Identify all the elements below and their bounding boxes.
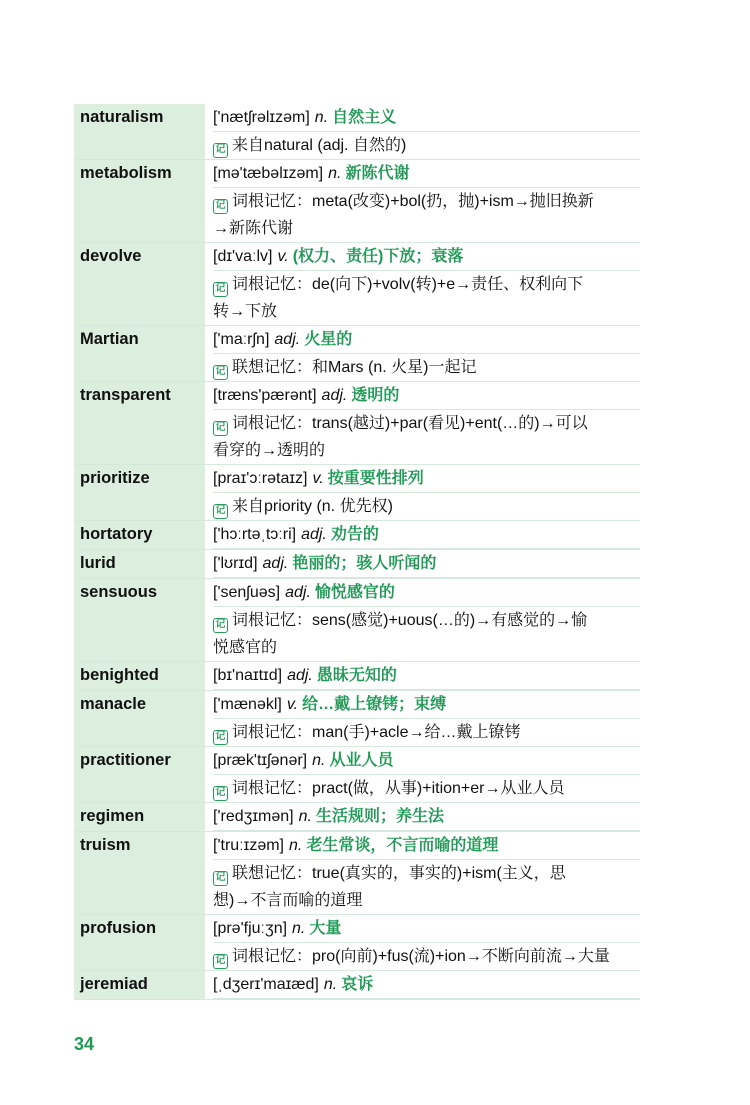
definition: 火星的 bbox=[304, 331, 353, 348]
entry-content bbox=[205, 465, 640, 520]
phonetic: ['senʃuəs] bbox=[213, 584, 281, 601]
entry-content bbox=[205, 662, 640, 690]
memory-note bbox=[213, 132, 640, 159]
phonetic: [ˌdʒerɪ'maɪæd] bbox=[213, 976, 319, 993]
definition: 新陈代谢 bbox=[345, 165, 410, 182]
entry-head bbox=[213, 579, 640, 607]
memo-icon: 记 bbox=[213, 143, 228, 158]
entry-head bbox=[213, 521, 640, 549]
memory-note bbox=[213, 410, 640, 464]
definition: 按重要性排列 bbox=[327, 470, 424, 487]
phonetic: ['hɔːrtəˌtɔːri] bbox=[213, 526, 297, 543]
entry-head bbox=[213, 691, 640, 719]
entry-benighted bbox=[74, 662, 640, 691]
entry-content bbox=[205, 747, 640, 802]
part-of-speech: adj. bbox=[321, 387, 348, 404]
entry-jeremiad bbox=[74, 971, 640, 1000]
headword-cell bbox=[74, 382, 205, 464]
entry-content bbox=[205, 104, 640, 159]
memory-note-line bbox=[213, 860, 640, 887]
definition: 愚昧无知的 bbox=[316, 667, 397, 684]
headword-cell bbox=[74, 160, 205, 242]
memory-note-line bbox=[213, 437, 640, 464]
page-number: 34 bbox=[74, 1034, 95, 1054]
memory-note-text: 词根记忆：man(手)+acle→给…戴上镣铐 bbox=[232, 724, 521, 741]
part-of-speech: n. bbox=[323, 976, 338, 993]
entry-content bbox=[205, 382, 640, 464]
phonetic: [træns'pærənt] bbox=[213, 387, 317, 404]
headword-cell bbox=[74, 691, 205, 746]
entry-sensuous bbox=[74, 579, 640, 662]
memo-icon: 记 bbox=[213, 954, 228, 969]
memory-note-line bbox=[213, 607, 640, 634]
definition: 愉悦感官的 bbox=[314, 584, 395, 601]
entry-content bbox=[205, 832, 640, 914]
definition: 生活规则；养生法 bbox=[315, 808, 444, 825]
headword: profusion bbox=[80, 919, 157, 937]
part-of-speech: adj. bbox=[287, 667, 313, 684]
entry-head bbox=[213, 662, 640, 690]
definition: 大量 bbox=[309, 920, 342, 937]
definition: 老生常谈，不言而喻的道理 bbox=[306, 837, 499, 854]
headword-cell bbox=[74, 521, 205, 549]
memory-note-text: 想)→不言而喻的道理 bbox=[213, 892, 363, 909]
headword: prioritize bbox=[80, 469, 150, 487]
memo-icon: 记 bbox=[213, 786, 228, 801]
headword-cell bbox=[74, 832, 205, 914]
headword-cell bbox=[74, 243, 205, 325]
memory-note bbox=[213, 943, 640, 970]
definition: (权力、责任)下放；衰落 bbox=[292, 248, 464, 265]
memory-note-text: 来自natural (adj. 自然的) bbox=[232, 137, 407, 154]
memory-note-line bbox=[213, 354, 640, 381]
memory-note-line bbox=[213, 943, 640, 970]
memo-icon: 记 bbox=[213, 730, 228, 745]
memory-note bbox=[213, 271, 640, 325]
memory-note-text: 看穿的→透明的 bbox=[213, 442, 326, 459]
headword: jeremiad bbox=[80, 975, 148, 993]
entry-transparent bbox=[74, 382, 640, 465]
memo-icon: 记 bbox=[213, 421, 228, 436]
entry-head bbox=[213, 550, 640, 578]
entry-content bbox=[205, 521, 640, 549]
entry-content bbox=[205, 971, 640, 999]
phonetic: [bɪ'naɪtɪd] bbox=[213, 667, 283, 684]
phonetic: ['maːrʃn] bbox=[213, 331, 270, 348]
headword-cell bbox=[74, 465, 205, 520]
memory-note bbox=[213, 607, 640, 661]
memory-note-line bbox=[213, 410, 640, 437]
memo-icon: 记 bbox=[213, 871, 228, 886]
memory-note-text: 词根记忆：sens(感觉)+uous(…的)→有感觉的→愉 bbox=[232, 612, 588, 629]
entry-naturalism bbox=[74, 104, 640, 160]
memo-icon: 记 bbox=[213, 282, 228, 297]
entry-content bbox=[205, 160, 640, 242]
definition: 劝告的 bbox=[330, 526, 379, 543]
headword: benighted bbox=[80, 666, 159, 684]
entry-head bbox=[213, 747, 640, 775]
headword: regimen bbox=[80, 807, 145, 825]
headword-cell bbox=[74, 803, 205, 831]
part-of-speech: adj. bbox=[301, 526, 327, 543]
headword: hortatory bbox=[80, 525, 153, 543]
phonetic: ['redʒɪmən] bbox=[213, 808, 294, 825]
headword: Martian bbox=[80, 330, 139, 348]
memory-note-text: 词根记忆：pract(做，从事)+ition+er→从业人员 bbox=[232, 780, 565, 797]
entry-head bbox=[213, 382, 640, 410]
memo-icon: 记 bbox=[213, 618, 228, 633]
part-of-speech: n. bbox=[292, 920, 306, 937]
headword-cell bbox=[74, 747, 205, 802]
part-of-speech: v. bbox=[277, 248, 289, 265]
entry-hortatory bbox=[74, 521, 640, 550]
headword: metabolism bbox=[80, 164, 172, 182]
headword: manacle bbox=[80, 695, 147, 713]
memory-note-text: 词根记忆：trans(越过)+par(看见)+ent(…的)→可以 bbox=[232, 415, 588, 432]
entry-content bbox=[205, 326, 640, 381]
memory-note-line bbox=[213, 719, 640, 746]
headword-cell bbox=[74, 104, 205, 159]
entry-content bbox=[205, 803, 640, 831]
memory-note bbox=[213, 719, 640, 746]
memory-note-text: 来自priority (n. 优先权) bbox=[232, 498, 393, 515]
entry-profusion bbox=[74, 915, 640, 971]
phonetic: ['nætʃrəlɪzəm] bbox=[213, 109, 310, 126]
phonetic: ['truːɪzəm] bbox=[213, 837, 284, 854]
headword-cell bbox=[74, 326, 205, 381]
memo-icon: 记 bbox=[213, 504, 228, 519]
memory-note-text: 悦感官的 bbox=[213, 639, 278, 656]
definition: 自然主义 bbox=[332, 109, 397, 126]
memory-note bbox=[213, 860, 640, 914]
entry-content bbox=[205, 915, 640, 970]
memory-note-text: 词根记忆：pro(向前)+fus(流)+ion→不断向前流→大量 bbox=[232, 948, 610, 965]
phonetic: [mə'tæbəlɪzəm] bbox=[213, 165, 324, 182]
memory-note-text: →新陈代谢 bbox=[213, 220, 294, 237]
entry-metabolism bbox=[74, 160, 640, 243]
memory-note-text: 转→下放 bbox=[213, 303, 278, 320]
entry-head bbox=[213, 832, 640, 860]
definition: 哀诉 bbox=[341, 976, 374, 993]
entry-prioritize bbox=[74, 465, 640, 521]
part-of-speech: v. bbox=[312, 470, 324, 487]
headword: truism bbox=[80, 836, 131, 854]
headword-cell bbox=[74, 550, 205, 578]
entry-devolve bbox=[74, 243, 640, 326]
entry-head bbox=[213, 243, 640, 271]
headword-cell bbox=[74, 915, 205, 970]
phonetic: ['lʊrɪd] bbox=[213, 555, 258, 572]
memory-note-text: 联想记忆：true(真实的，事实的)+ism(主义，思 bbox=[232, 865, 566, 882]
memory-note-text: 词根记忆：de(向下)+volv(转)+e→责任、权利向下 bbox=[232, 276, 584, 293]
headword: transparent bbox=[80, 386, 171, 404]
entry-martian bbox=[74, 326, 640, 382]
entry-head bbox=[213, 160, 640, 188]
entry-head bbox=[213, 465, 640, 493]
memory-note-line bbox=[213, 132, 640, 159]
part-of-speech: n. bbox=[314, 109, 329, 126]
memory-note bbox=[213, 775, 640, 802]
memory-note-line bbox=[213, 215, 640, 242]
entry-head bbox=[213, 104, 640, 132]
phonetic: [præk'tɪʃənər] bbox=[213, 752, 308, 769]
memory-note-line bbox=[213, 634, 640, 661]
headword: devolve bbox=[80, 247, 142, 265]
part-of-speech: v. bbox=[286, 696, 299, 713]
entry-content bbox=[205, 243, 640, 325]
entry-truism bbox=[74, 832, 640, 915]
memory-note-line bbox=[213, 298, 640, 325]
memo-icon: 记 bbox=[213, 199, 228, 214]
entry-list bbox=[74, 104, 640, 1000]
definition: 给…戴上镣铐；束缚 bbox=[302, 696, 447, 713]
part-of-speech: adj. bbox=[285, 584, 311, 601]
memory-note-line bbox=[213, 493, 640, 520]
definition: 从业人员 bbox=[329, 752, 394, 769]
phonetic: [praɪ'ɔːrətaɪz] bbox=[213, 470, 308, 487]
memory-note bbox=[213, 354, 640, 381]
entry-content bbox=[205, 550, 640, 578]
headword: practitioner bbox=[80, 751, 171, 769]
part-of-speech: n. bbox=[312, 752, 326, 769]
entry-content bbox=[205, 691, 640, 746]
headword-cell bbox=[74, 662, 205, 690]
memory-note-line bbox=[213, 188, 640, 215]
definition: 艳丽的；骇人听闻的 bbox=[292, 555, 437, 572]
entry-head bbox=[213, 971, 640, 999]
entry-content bbox=[205, 579, 640, 661]
headword: naturalism bbox=[80, 108, 164, 126]
entry-lurid bbox=[74, 550, 640, 579]
definition: 透明的 bbox=[351, 387, 400, 404]
memory-note-text: 词根记忆：meta(改变)+bol(扔，抛)+ism→抛旧换新 bbox=[232, 193, 594, 210]
part-of-speech: adj. bbox=[274, 331, 301, 348]
entry-practitioner bbox=[74, 747, 640, 803]
memory-note-line bbox=[213, 271, 640, 298]
entry-manacle bbox=[74, 691, 640, 747]
phonetic: [dɪ'vaːlv] bbox=[213, 248, 273, 265]
entry-head bbox=[213, 915, 640, 943]
memory-note-text: 联想记忆：和Mars (n. 火星)一起记 bbox=[232, 359, 477, 376]
memory-note bbox=[213, 493, 640, 520]
phonetic: [prə'fjuːʒn] bbox=[213, 920, 288, 937]
part-of-speech: n. bbox=[288, 837, 303, 854]
entry-regimen bbox=[74, 803, 640, 832]
headword: lurid bbox=[80, 554, 116, 572]
memory-note bbox=[213, 188, 640, 242]
part-of-speech: n. bbox=[298, 808, 312, 825]
headword-cell bbox=[74, 971, 205, 999]
memo-icon: 记 bbox=[213, 365, 228, 380]
phonetic: ['mænəkl] bbox=[213, 696, 282, 713]
headword-cell bbox=[74, 579, 205, 661]
part-of-speech: adj. bbox=[262, 555, 289, 572]
headword: sensuous bbox=[80, 583, 158, 601]
part-of-speech: n. bbox=[328, 165, 342, 182]
entry-head bbox=[213, 326, 640, 354]
memory-note-line bbox=[213, 775, 640, 802]
memory-note-line bbox=[213, 887, 640, 914]
entry-head bbox=[213, 803, 640, 831]
